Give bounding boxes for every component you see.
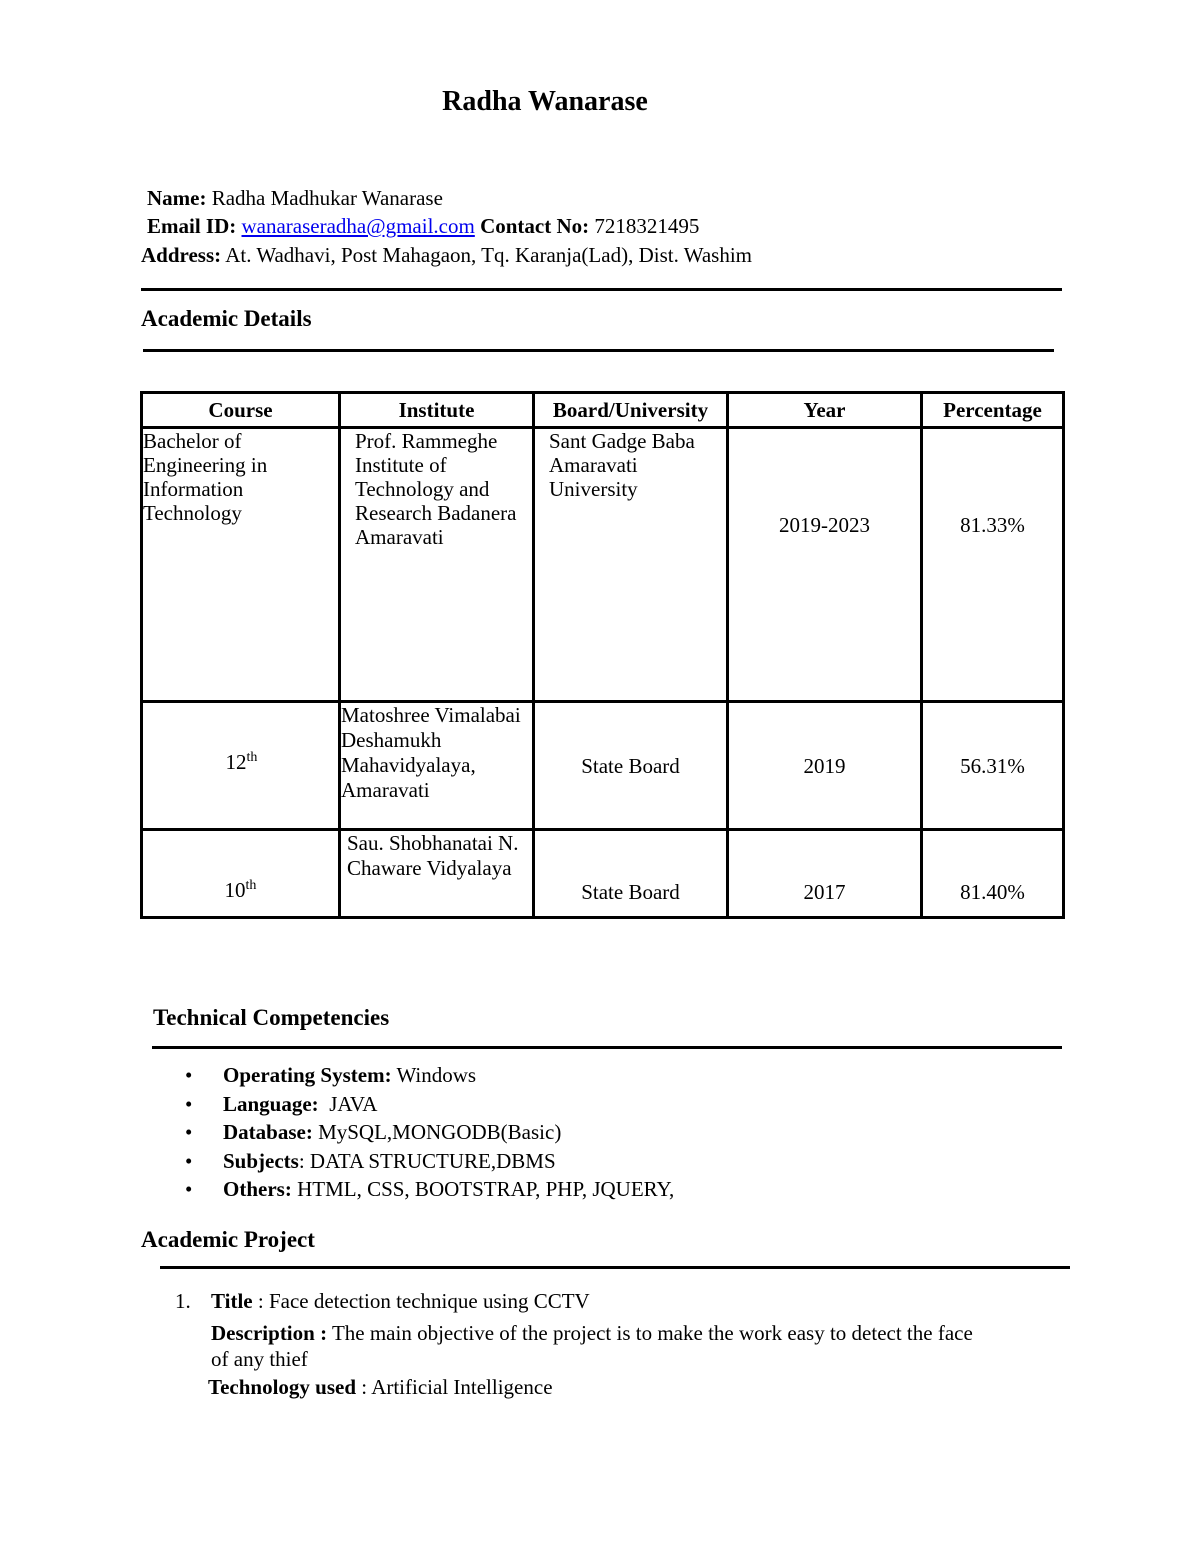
percentage-cell: [922, 830, 1064, 918]
year-value: 2017: [803, 879, 846, 904]
academic-table: [140, 391, 1065, 919]
course-superscript: th: [245, 877, 257, 893]
column-header-institute: Institute: [340, 393, 534, 428]
bullet-icon: •: [185, 1120, 193, 1144]
divider: [141, 288, 1062, 291]
project-description-continued: of any thief: [211, 1347, 308, 1371]
list-item: [185, 1149, 674, 1178]
year-value: 2019-2023: [779, 512, 870, 537]
project-title-line: [211, 1289, 590, 1314]
table-row: [142, 702, 1064, 830]
percentage-cell: [922, 428, 1064, 702]
percentage-cell: 56.31%: [922, 702, 1064, 830]
email-link[interactable]: wanaraseradha@gmail.com: [241, 214, 475, 238]
board-cell: Sant Gadge Baba Amaravati University: [534, 428, 728, 702]
email-label: Email ID:: [147, 214, 237, 238]
institute-cell: Matoshree Vimalabai Deshamukh Mahavidyalaya, Amaravati: [340, 702, 534, 830]
project-technology-label: Technology used: [208, 1375, 357, 1399]
list-item: [185, 1120, 674, 1149]
skill-label: Database:: [223, 1120, 313, 1144]
course-value: 10: [224, 877, 246, 902]
page-title: Radha Wanarase: [442, 86, 648, 117]
skill-label: Operating System:: [223, 1063, 392, 1087]
address-line: [141, 243, 752, 268]
email-contact-line: [147, 214, 699, 239]
bullet-icon: •: [185, 1177, 193, 1201]
percentage-value: 81.33%: [960, 512, 1025, 537]
project-description-line: [211, 1321, 973, 1346]
skill-label: Subjects: [223, 1148, 299, 1173]
project-title-label: Title: [211, 1289, 253, 1313]
course-value: 12: [225, 749, 247, 774]
skill-label: Language:: [223, 1091, 319, 1116]
skill-value: Windows: [391, 1063, 477, 1087]
bullet-icon: •: [185, 1063, 193, 1087]
percentage-value: 81.40%: [960, 879, 1025, 904]
course-cell: [142, 830, 340, 918]
divider: [143, 349, 1054, 352]
column-header-board: Board/University: [534, 393, 728, 428]
board-cell: [534, 830, 728, 918]
project-technology-value: : Artificial Intelligence: [356, 1375, 553, 1399]
year-cell: [728, 428, 922, 702]
address-value: At. Wadhavi, Post Mahagaon, Tq. Karanja(Lad), Dist. Washim: [225, 243, 752, 267]
divider: [160, 1266, 1070, 1269]
name-line: [147, 186, 443, 211]
institute-cell: Sau. Shobhanatai N. Chaware Vidyalaya: [340, 830, 534, 918]
bullet-icon: •: [185, 1091, 193, 1116]
divider: [152, 1046, 1062, 1049]
contact-value: 7218321495: [594, 214, 700, 238]
project-title-value: : Face detection technique using CCTV: [252, 1289, 590, 1313]
institute-cell: Prof. Rammeghe Institute of Technology and Research Badanera Amaravati: [340, 428, 534, 702]
list-item: [185, 1092, 674, 1121]
year-cell: 2019: [728, 702, 922, 830]
board-cell: State Board: [534, 702, 728, 830]
course-superscript: th: [246, 749, 258, 765]
skills-heading: Technical Competencies: [153, 1005, 390, 1030]
table-header-row: [142, 393, 1064, 428]
course-cell: [142, 702, 340, 830]
course-cell: Bachelor of Engineering in Information Technology: [142, 428, 340, 702]
year-cell: [728, 830, 922, 918]
skill-value: : DATA STRUCTURE,DBMS: [298, 1148, 556, 1173]
academic-heading: Academic Details: [141, 306, 312, 331]
skills-list: [185, 1063, 674, 1206]
project-technology-line: [208, 1375, 553, 1400]
column-header-percentage: Percentage: [922, 393, 1064, 428]
skill-value: HTML, CSS, BOOTSTRAP, PHP, JQUERY,: [291, 1177, 675, 1201]
table-row: [142, 830, 1064, 918]
list-item: [185, 1063, 674, 1092]
bullet-icon: •: [185, 1148, 193, 1173]
column-header-year: Year: [728, 393, 922, 428]
board-value: State Board: [581, 879, 680, 904]
list-item: [185, 1177, 674, 1206]
skill-label: Others:: [223, 1177, 292, 1201]
project-description-label: Description :: [211, 1321, 328, 1345]
column-header-course: Course: [142, 393, 340, 428]
contact-label: Contact No:: [480, 214, 590, 238]
skill-value: JAVA: [318, 1091, 378, 1116]
name-value: Radha Madhukar Wanarase: [211, 186, 443, 210]
project-number: 1.: [175, 1289, 191, 1313]
table-row: [142, 428, 1064, 702]
project-description-value: The main objective of the project is to make the work easy to detect the face: [327, 1321, 973, 1345]
name-label: Name:: [147, 186, 207, 210]
skill-value: MySQL,MONGODB(Basic): [312, 1120, 562, 1144]
address-label: Address:: [141, 243, 222, 267]
project-heading: Academic Project: [141, 1227, 315, 1252]
